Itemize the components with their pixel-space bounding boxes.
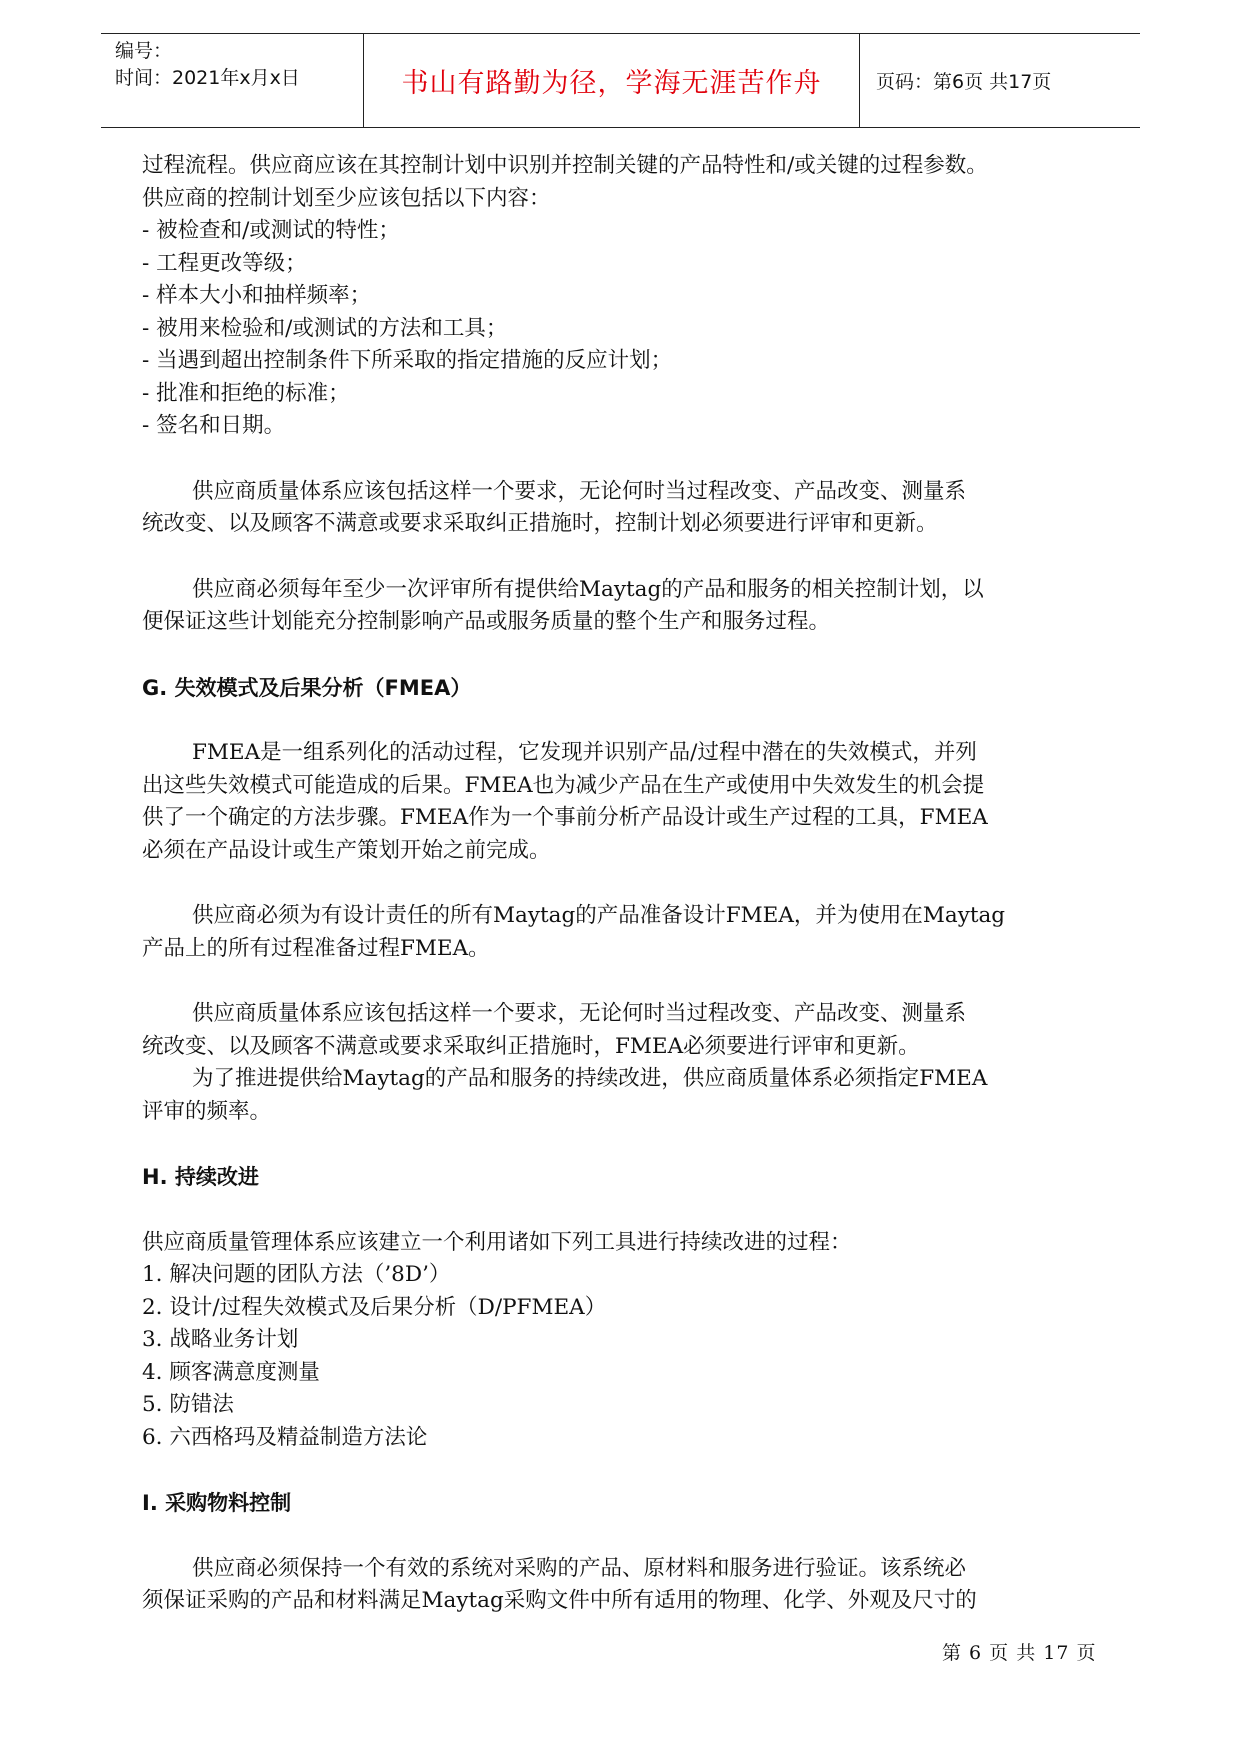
list-item: - 样本大小和抽样频率；	[142, 283, 372, 308]
paragraph-line: 为了推进提供给Maytag的产品和服务的持续改进，供应商质量体系必须指定FMEA	[192, 1066, 988, 1091]
list-item: - 当遇到超出控制条件下所采取的指定措施的反应计划；	[142, 348, 673, 373]
paragraph-line: 出这些失效模式可能造成的后果。FMEA也为减少产品在生产或使用中失效发生的机会提	[142, 772, 985, 798]
footer-page-number: 第 6 页 共 17 页	[942, 1642, 1097, 1664]
list-item: 6. 六西格玛及精益制造方法论	[142, 1424, 428, 1450]
list-item: - 被检查和/或测试的特性；	[142, 218, 400, 243]
paragraph-line: 供应商质量体系应该包括这样一个要求，无论何时当过程改变、产品改变、测量系	[192, 1001, 967, 1026]
header-page-number: 页码：第6页 共17页	[876, 71, 1052, 93]
list-item: 5. 防错法	[142, 1392, 234, 1417]
paragraph-line: 供应商质量体系应该包括这样一个要求，无论何时当过程改变、产品改变、测量系	[192, 478, 967, 504]
document-time-label: 时间：2021年x月x日	[115, 67, 300, 89]
list-item: 4. 顾客满意度测量	[142, 1359, 320, 1385]
paragraph-line: 供应商质量管理体系应该建立一个利用诸如下列工具进行持续改进的过程：	[142, 1229, 852, 1255]
paragraph-line: 便保证这些计划能充分控制影响产品或服务质量的整个生产和服务过程。	[142, 609, 831, 634]
list-item: 2. 设计/过程失效模式及后果分析（D/PFMEA）	[142, 1294, 607, 1320]
section-heading-i: I. 采购物料控制	[142, 1491, 292, 1515]
paragraph-line: 供了一个确定的方法步骤。FMEA作为一个事前分析产品设计或生产过程的工具，FMEA	[142, 805, 988, 830]
page-footer	[942, 1638, 1096, 1665]
header-motto-cell	[363, 34, 860, 127]
document-body	[142, 150, 1132, 1618]
list-item: - 批准和拒绝的标准；	[142, 380, 350, 406]
page-header	[101, 33, 1140, 128]
list-item: - 签名和日期。	[142, 413, 286, 438]
paragraph-line: 供应商的控制计划至少应该包括以下内容：	[142, 185, 551, 211]
document-number-label: 编号：	[115, 40, 173, 62]
header-info-cell	[101, 34, 363, 127]
paragraph-line: 过程流程。供应商应该在其控制计划中识别并控制关键的产品特性和/或关键的过程参数。	[142, 153, 988, 178]
paragraph-line: FMEA是一组系列化的活动过程，它发现并识别产品/过程中潜在的失效模式，并列	[192, 740, 977, 765]
paragraph-line: 供应商必须保持一个有效的系统对采购的产品、原材料和服务进行验证。该系统必	[192, 1555, 967, 1581]
section-heading-h: H. 持续改进	[142, 1165, 259, 1189]
paragraph-line: 必须在产品设计或生产策划开始之前完成。	[142, 837, 551, 863]
list-item: - 被用来检验和/或测试的方法和工具；	[142, 315, 508, 341]
header-page-cell	[858, 34, 1140, 127]
paragraph-line: 评审的频率。	[142, 1098, 272, 1124]
paragraph-line: 供应商必须为有设计责任的所有Maytag的产品准备设计FMEA，并为使用在Maytag	[192, 903, 1006, 928]
paragraph-line: 须保证采购的产品和材料满足Maytag采购文件中所有适用的物理、化学、外观及尺寸的	[142, 1588, 977, 1613]
paragraph-line: 产品上的所有过程准备过程FMEA。	[142, 935, 490, 961]
paragraph-line: 统改变、以及顾客不满意或要求采取纠正措施时，控制计划必须要进行评审和更新。	[142, 511, 938, 536]
header-motto: 书山有路勤为径，学海无涯苦作舟	[401, 68, 822, 99]
paragraph-line: 供应商必须每年至少一次评审所有提供给Maytag的产品和服务的相关控制计划，以	[192, 576, 984, 602]
paragraph-line: 统改变、以及顾客不满意或要求采取纠正措施时，FMEA必须要进行评审和更新。	[142, 1033, 920, 1059]
list-item: 1. 解决问题的团队方法（’8D’）	[142, 1262, 451, 1287]
list-item: 3. 战略业务计划	[142, 1327, 299, 1352]
section-heading-g: G. 失效模式及后果分析（FMEA）	[142, 675, 472, 700]
list-item: - 工程更改等级；	[142, 250, 307, 276]
